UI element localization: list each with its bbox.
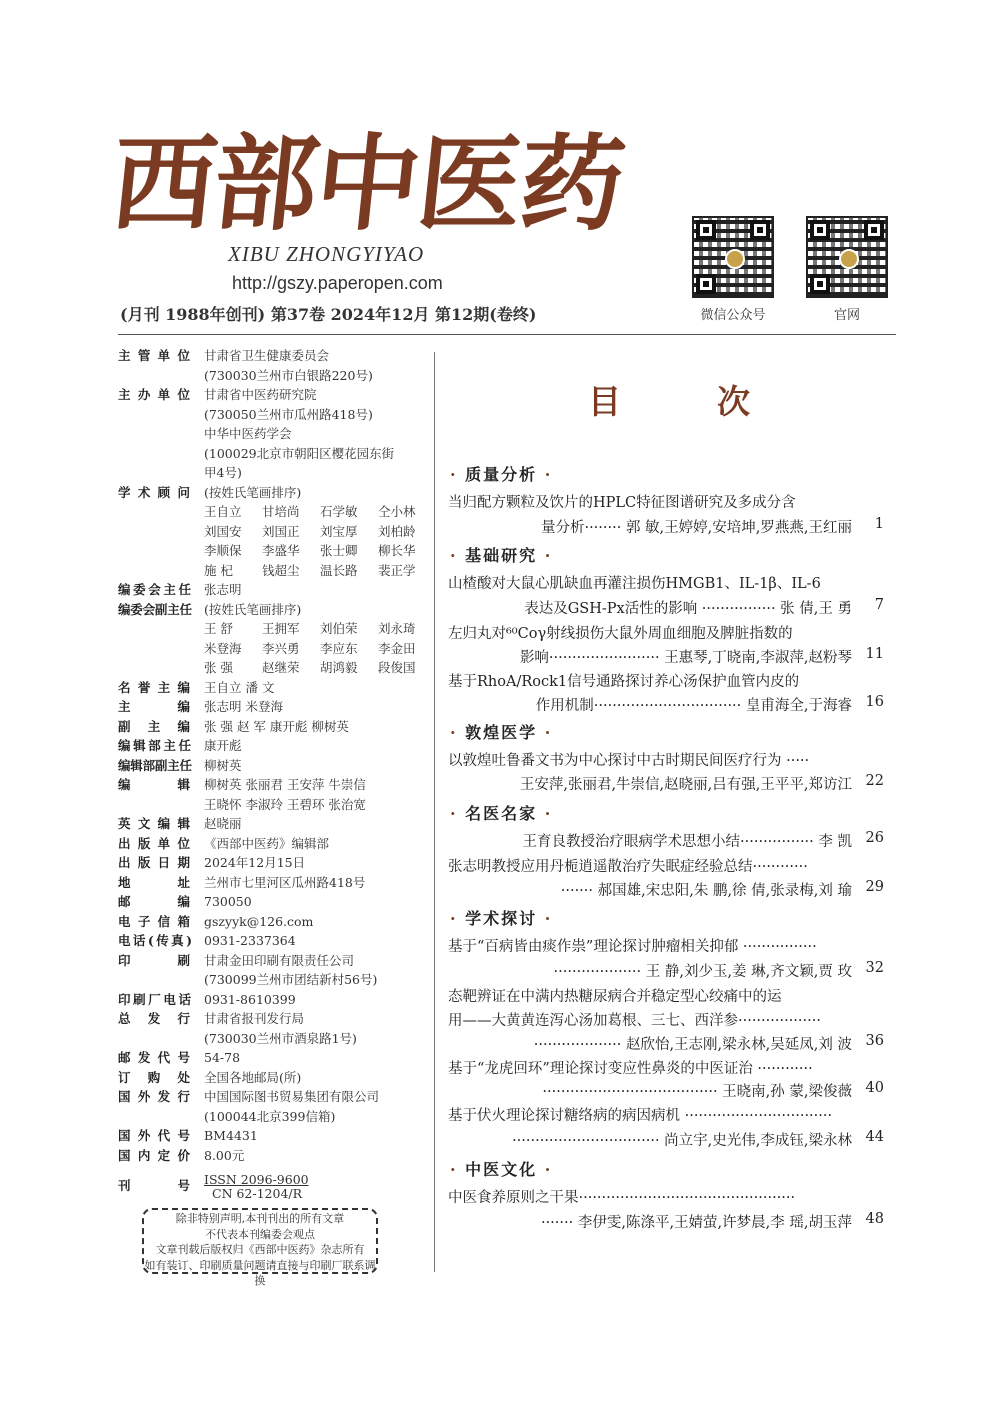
wechat-qr-code-icon [692,216,774,298]
advisor-name: 温长路 [320,563,358,578]
toc-section-heading: · 质量分析 · [450,465,553,484]
overseas-code: BM4431 [204,1128,258,1143]
issue-line: (月刊 1988年创刊) 第37卷 2024年12月 第12期(卷终) [120,305,537,324]
advisor-name: 柳长华 [378,543,416,558]
deputy-name: 张 强 [204,660,233,675]
deputy-name: 刘永琦 [378,621,416,636]
mh-label: 印刷 [118,953,190,968]
deputy-name: 米登海 [204,641,242,656]
printer: 甘肃金田印刷有限责任公司 [204,953,355,968]
postcode: 730050 [204,894,252,909]
toc-entry[interactable]: 态靶辨证在中满内热糖尿病合并稳定型心绞痛中的运 [448,989,782,1005]
toc-entry[interactable]: 用——大黄黄连泻心汤加葛根、三七、西洋参·················· [448,1013,821,1029]
dept-director: 康开彪 [204,738,242,753]
serial-numbers [204,1173,309,1201]
toc-entry-authors[interactable]: ······· 李伊雯,陈涤平,王婧萤,许梦晨,李 瑶,胡玉萍 [540,1215,852,1231]
honorary-editor: 王自立 潘 文 [204,680,275,695]
toc-entry-authors[interactable]: ································ 尚立宇,史光伟,李成钰,梁永林 [512,1133,852,1149]
chief-editorial: 张志明 [204,582,242,597]
journal-logo-title: 西部中医药 [105,122,629,245]
toc-entry[interactable]: 当归配方颗粒及饮片的HPLC特征图谱研究及多成分含 [448,495,796,511]
mh-label: 邮发代号 [118,1050,190,1065]
journal-pinyin: XIBU ZHONGYIYAO [228,242,425,266]
mh-label: 国内定价 [118,1148,190,1163]
mh-label: 英文编辑 [118,816,190,831]
toc-entry[interactable]: 左归丸对⁶⁰Coγ射线损伤大鼠外周血细胞及脾脏指数的 [448,626,793,642]
mh-label: 编委会主任 [118,582,190,597]
mh-label: 印刷厂电话 [118,992,190,1007]
mh-label: 主管单位 [118,348,190,363]
website-qr-label: 官网 [833,308,860,323]
deputy-name: 李应东 [320,641,358,656]
english-editor: 赵晓丽 [204,816,242,831]
toc-entry-authors[interactable]: 作用机制································ 皇甫海全,于海睿 [535,698,852,714]
email[interactable]: gszyyk@126.com [204,914,314,929]
mh-label: 出版单位 [118,836,190,851]
toc-page-number[interactable]: 7 [874,597,884,613]
toc-entry-authors[interactable]: 表达及GSH-Px活性的影响 ················ 张 倩,王 勇 [524,601,852,617]
toc-page-number[interactable]: 22 [865,773,884,789]
toc-entry[interactable]: 张志明教授应用丹栀逍遥散治疗失眠症经验总结············ [448,859,808,875]
toc-section-heading: · 学术探讨 · [450,909,553,928]
wechat-qr-label: 微信公众号 [700,308,766,323]
phone: 0931-2337364 [204,933,296,948]
supervisor: 甘肃省卫生健康委员会 [204,348,330,363]
cn-number: CN 62-1204/R [212,1186,303,1201]
toc-section-heading: · 敦煌医学 · [450,723,553,742]
sponsor-2-address: (100029北京市朝阳区樱花园东街 [204,446,395,461]
advisor-name: 仝小林 [378,504,416,519]
toc-entry[interactable]: 基于“百病皆由痰作祟”理论探讨肿瘤相关抑郁 ················ [448,939,817,955]
mh-label: 订购处 [118,1070,190,1085]
sponsor-2: 中华中医药学会 [204,426,292,441]
publisher: 《西部中医药》编辑部 [204,836,330,851]
mh-label: 出版日期 [118,855,190,870]
advisor-name: 钱超尘 [262,563,300,578]
distributor: 甘肃省报刊发行局 [204,1011,305,1026]
deputy-name: 王拥军 [262,621,300,636]
toc-page-number[interactable]: 40 [865,1080,884,1096]
deputy-name: 李兴勇 [262,641,300,656]
overseas-address: (100044北京399信箱) [204,1109,336,1124]
toc-entry-authors[interactable]: ······································ 王晓南,孙 蒙,梁俊薇 [542,1084,852,1100]
mh-label: 国外发行 [118,1089,190,1104]
toc-entry[interactable]: 山楂酸对大鼠心肌缺血再灌注损伤HMGB1、IL-1β、IL-6 [448,576,821,592]
header-divider [118,334,896,335]
advisor-name: 王自立 [204,504,242,519]
mh-label: 编辑部副主任 [118,758,190,773]
postal-code: 54-78 [204,1050,241,1065]
deputy-name: 赵继荣 [262,660,300,675]
deputy-name: 胡鸿毅 [320,660,358,675]
mh-label: 编辑 [118,777,190,792]
deputy-editorial-note: (按姓氏笔画排序) [204,602,302,617]
notice-line: 除非特别声明,本刊刊出的所有文章 [175,1212,345,1225]
advisor-name: 刘柏龄 [378,524,416,539]
toc-page-number[interactable]: 44 [865,1129,884,1145]
notice-line: 如有装订、印刷质量问题请直接与印刷厂联系调换 [144,1258,376,1287]
toc-entry[interactable]: 中医食养原则之干果··············································· [448,1190,796,1206]
printer-phone: 0931-8610399 [204,992,296,1007]
editor-in-chief: 张志明 米登海 [204,699,283,714]
deputy-name: 王 舒 [204,621,233,636]
toc-entry-authors[interactable]: 量分析········ 郭 敏,王婷婷,安培坤,罗燕燕,王红丽 [540,520,852,536]
deputy-name: 刘伯荣 [320,621,358,636]
editors: 柳树英 张丽君 王安萍 牛崇信 [204,777,366,792]
notice-line: 不代表本刊编委会观点 [205,1227,315,1241]
toc-page-number[interactable]: 32 [865,960,884,976]
advisor-name: 甘培尚 [262,504,300,519]
printer-address: (730099兰州市团结新村56号) [204,972,378,987]
advisor-name: 张士卿 [320,543,358,558]
advisor-name: 刘宝厚 [320,524,358,539]
column-divider [434,352,435,1272]
address: 兰州市七里河区瓜州路418号 [204,875,366,890]
toc-section-heading: · 名医名家 · [450,804,553,823]
deputy-name: 李金田 [378,641,416,656]
editors-cont: 王晓怀 李淑玲 王碧环 张治宽 [204,797,366,812]
website-qr-code-icon [806,216,888,298]
toc-entry[interactable]: 基于伏火理论探讨糖络病的病因病机 ································ [448,1108,833,1124]
mh-label: 名誉主编 [118,680,190,695]
toc-page-number[interactable]: 16 [865,694,884,710]
advisor-name: 李顺保 [204,543,242,558]
journal-website: http://gszy.paperopen.com [232,273,443,293]
deputy-name: 段俊国 [378,660,416,675]
mh-label: 编委会副主任 [118,602,190,617]
mh-label: 主编 [118,699,190,714]
mh-label: 总发行 [118,1011,190,1026]
mh-label: 编辑部主任 [118,738,190,753]
toc-entry-authors[interactable]: ··················· 赵欣怡,王志刚,梁永林,吴延凤,刘 波 [533,1037,852,1053]
sponsor-1: 甘肃省中医药研究院 [204,387,317,402]
toc-entry[interactable]: 基于RhoA/Rock1信号通路探讨养心汤保护血管内皮的 [448,674,800,690]
toc-page-number[interactable]: 1 [874,516,884,532]
advisor-name: 裴正学 [378,563,416,578]
mh-label: 刊号 [118,1178,190,1193]
toc-title: 目次 [588,382,846,421]
subscription: 全国各地邮局(所) [204,1070,302,1085]
toc-entry[interactable]: 基于“龙虎回环”理论探讨变应性鼻炎的中医证治 ············ [448,1061,813,1077]
advisor-name: 刘国安 [204,524,242,539]
toc-entry-authors[interactable]: 王安萍,张丽君,牛崇信,赵晓丽,吕有强,王平平,郑访江 [519,777,852,793]
pub-date: 2024年12月15日 [204,855,306,870]
copyright-notice [142,1208,378,1287]
toc-section-heading: · 基础研究 · [450,546,553,565]
advisor-name: 石学敏 [320,504,358,519]
mh-label: 主办单位 [118,387,190,402]
dept-deputy: 柳树英 [204,758,242,773]
sponsor-1-address: (730050兰州市瓜州路418号) [204,407,373,422]
toc-page-number[interactable]: 36 [865,1033,884,1049]
mh-label: 地址 [118,875,190,890]
toc-page-number[interactable]: 11 [865,646,884,662]
overseas-distributor: 中国国际图书贸易集团有限公司 [204,1089,380,1104]
toc-entry-authors[interactable]: 影响························ 王惠琴,丁晓南,李淑萍,赵粉琴 [519,650,852,666]
deputy-chief: 张 强 赵 军 康开彪 柳树英 [204,719,349,734]
mh-label: 邮编 [118,894,190,909]
advisor-name: 刘国正 [262,524,300,539]
mh-label: 电子信箱 [118,914,190,929]
mh-label: 副主编 [118,719,190,734]
advisors-note: (按姓氏笔画排序) [204,485,302,500]
toc-page-number[interactable]: 29 [865,879,884,895]
toc-page-number[interactable]: 48 [865,1211,884,1227]
supervisor-address: (730030兰州市白银路220号) [204,368,373,383]
toc-page-number[interactable]: 26 [865,830,884,846]
notice-line: 文章刊载后版权归《西部中医药》杂志所有 [155,1243,365,1256]
issn: ISSN 2096-9600 [204,1172,309,1187]
toc-section-heading: · 中医文化 · [450,1160,553,1179]
advisor-name: 李盛华 [262,543,300,558]
toc-entry[interactable]: 以敦煌吐鲁番文书为中心探讨中古时期民间医疗行为 ····· [448,753,810,769]
mh-label: 学术顾问 [118,485,190,500]
mh-label: 电话(传真) [118,933,190,948]
toc-entry-authors[interactable]: ······· 郝国雄,宋忠阳,朱 鹏,徐 倩,张录梅,刘 瑜 [560,883,852,899]
mh-label: 国外代号 [118,1128,190,1143]
sponsor-2-address-cont: 甲4号) [204,465,242,480]
price: 8.00元 [204,1148,245,1163]
distributor-address: (730030兰州市酒泉路1号) [204,1031,357,1046]
toc-entry-authors[interactable]: ··················· 王 静,刘少玉,姜 琳,齐文颖,贾 玫 [553,964,852,980]
toc-entry-authors[interactable]: 王育良教授治疗眼病学术思想小结················ 李 凯 [522,834,852,850]
advisor-name: 施 杞 [204,563,233,578]
